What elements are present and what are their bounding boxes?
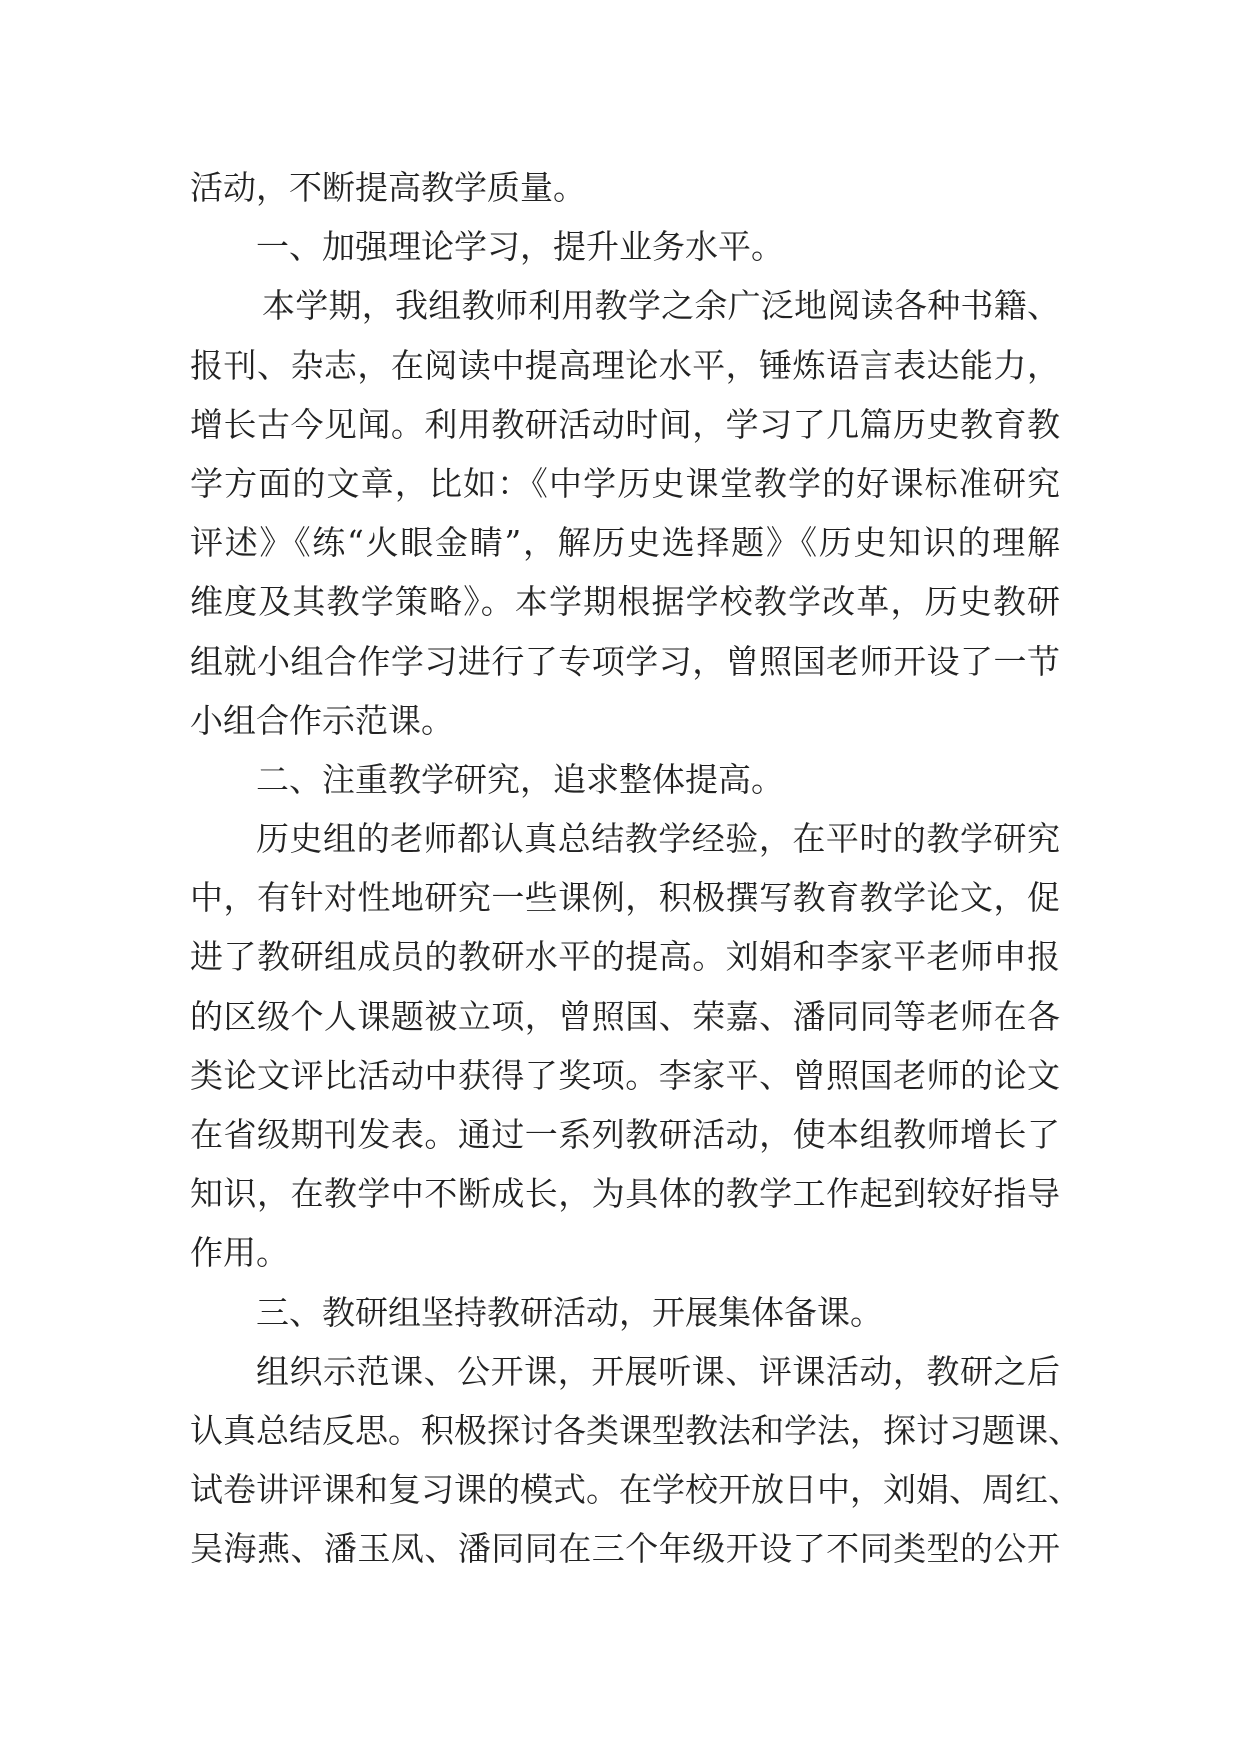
paragraph-line: 增长古今见闻。利用教研活动时间，学习了几篇历史教育教 [190, 404, 1060, 444]
paragraph-line: 中，有针对性地研究一些课例，积极撰写教育教学论文，促 [190, 878, 1060, 918]
section-heading: 一、加强理论学习，提升业务水平。 [256, 227, 784, 267]
section-heading: 二、注重教学研究，追求整体提高。 [256, 759, 784, 799]
paragraph-line: 认真总结反思。积极探讨各类课型教法和学法，探讨习题课、 [190, 1410, 1081, 1450]
paragraph-line: 历史组的老师都认真总结教学经验，在平时的教学研究 [256, 819, 1060, 859]
section-heading: 三、教研组坚持教研活动，开展集体备课。 [256, 1292, 883, 1332]
paragraph-line: 在省级期刊发表。通过一系列教研活动，使本组教师增长了 [190, 1115, 1060, 1154]
paragraph-line: 组就小组合作学习进行了专项学习，曾照国老师开设了一节 [190, 641, 1060, 681]
paragraph-line: 组织示范课、公开课，开展听课、评课活动，教研之后 [256, 1351, 1060, 1391]
paragraph-line: 评述》《练“火眼金睛”，解历史选择题》《历史知识的理解 [190, 523, 1060, 563]
paragraph-line: 本学期，我组教师利用教学之余广泛地阅读各种书籍、 [262, 286, 1060, 326]
paragraph-line: 学方面的文章，比如：《中学历史课堂教学的好课标准研究 [190, 463, 1060, 503]
paragraph-line: 吴海燕、潘玉凤、潘同同在三个年级开设了不同类型的公开 [190, 1529, 1060, 1569]
paragraph-line: 维度及其教学策略》。本学期根据学校教学改革，历史教研 [190, 582, 1060, 622]
paragraph-line: 进了教研组成员的教研水平的提高。刘娟和李家平老师申报 [190, 937, 1060, 977]
paragraph-line: 报刊、杂志，在阅读中提高理论水平，锤炼语言表达能力， [190, 345, 1060, 385]
document-body [190, 158, 1081, 1579]
paragraph-line: 试卷讲评课和复习课的模式。在学校开放日中，刘娟、周红、 [190, 1470, 1081, 1510]
paragraph-line: 知识，在教学中不断成长，为具体的教学工作起到较好指导 [190, 1174, 1060, 1214]
paragraph-line: 的区级个人课题被立项，曾照国、荣嘉、潘同同等老师在各 [190, 996, 1060, 1036]
paragraph-line: 作用。 [190, 1233, 289, 1273]
paragraph-line: 类论文评比活动中获得了奖项。李家平、曾照国老师的论文 [190, 1055, 1060, 1095]
paragraph-line: 小组合作示范课。 [190, 700, 454, 740]
paragraph-line: 活动，不断提高教学质量。 [190, 168, 586, 207]
